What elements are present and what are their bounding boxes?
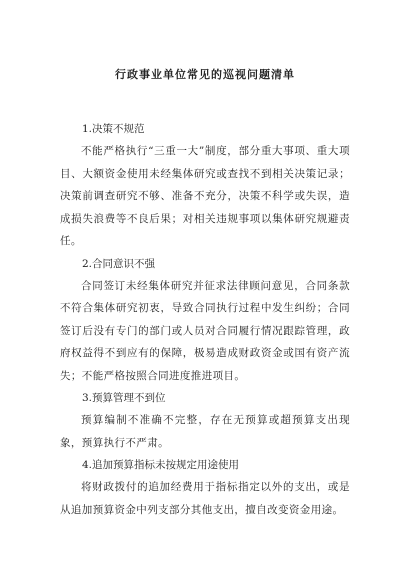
section-paragraph: 合同签订未经集体研究并征求法律顾问意见，合同条款不符合集体研究初衷，导致合同执行过程中发生纠纷；合同签订后没有专门的部门或人员对合同履行情况跟踪管理，政府权益得不到应有的保障，极易造成财政资金或国有资产流失；不能严格按照合同进度推进项目。 xyxy=(60,279,350,382)
section-heading: 1.决策不规范 xyxy=(82,123,145,135)
section-heading: 3.预算管理不到位 xyxy=(82,392,166,404)
section-paragraph: 将财政拨付的追加经费用于指标指定以外的支出，或是从追加预算资金中列支部分其他支出，擅自改变资金用途。 xyxy=(60,481,350,516)
section-heading: 2.合同意识不强 xyxy=(82,257,156,270)
section-paragraph: 预算编制不准确不完整，存在无预算或超预算支出现象，预算执行不严肃。 xyxy=(60,414,350,449)
section-heading: 4.追加预算指标未按规定用途使用 xyxy=(82,459,240,471)
section-paragraph: 不能严格执行“三重一大”制度，部分重大事项、重大项目、大额资金使用未经集体研究或查找不到相关决策记录；决策前调查研究不够、准备不充分，决策不科学或失误，造成损失浪费等不良后果；对相关违规事项以集体研究规避责任。 xyxy=(60,145,350,247)
document-body xyxy=(60,118,350,521)
document-title: 行政事业单位常见的巡视问题清单 xyxy=(115,68,295,81)
